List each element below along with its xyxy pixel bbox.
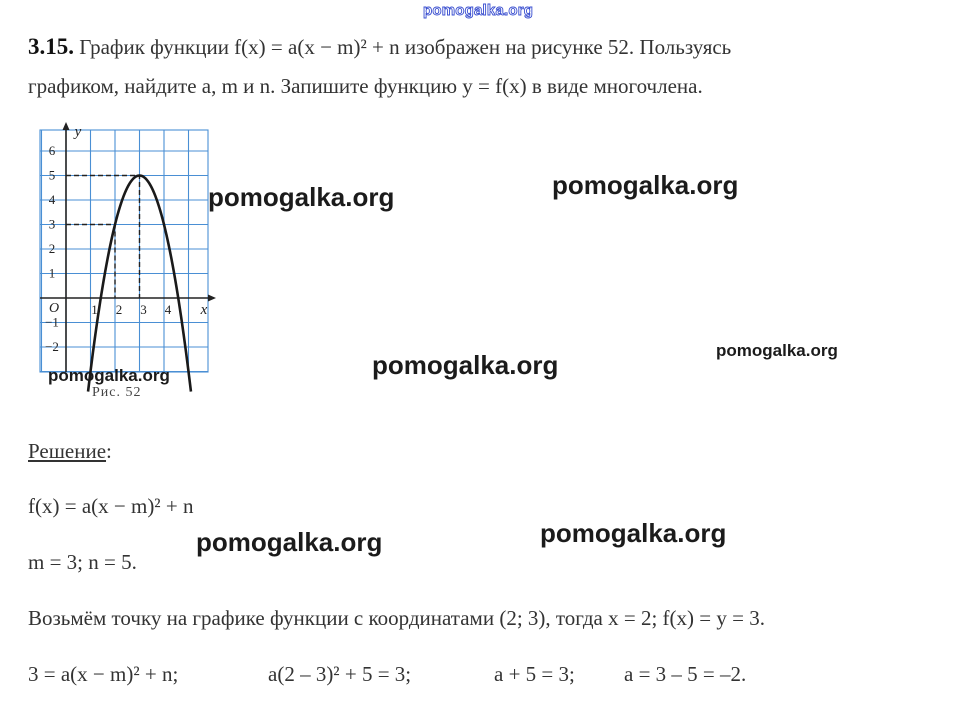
watermark: pomogalka.org	[196, 527, 383, 557]
solution-eq-1: 3 = a(x − m)² + n;	[28, 662, 179, 686]
watermark: pomogalka.org	[540, 518, 727, 548]
y-tick-label: 6	[48, 143, 56, 158]
x-axis-arrow	[208, 295, 216, 302]
solution-values: m = 3; n = 5.	[28, 550, 137, 574]
x-tick-label: 4	[164, 302, 172, 317]
x-tick-label: 3	[140, 302, 147, 317]
problem-number: 3.15.	[28, 34, 74, 59]
y-tick-label: −1	[45, 314, 59, 330]
y-tick-label: −2	[45, 339, 59, 354]
watermark: pomogalka.org	[552, 170, 739, 200]
watermark-top: pomogalka.org	[423, 2, 534, 19]
y-tick-label: 4	[48, 192, 56, 207]
x-axis-label: x	[200, 302, 208, 318]
solution-eq-2: a(2 – 3)² + 5 = 3;	[268, 662, 412, 686]
figure-caption: Рис. 52	[92, 385, 142, 400]
y-tick-label: 3	[48, 216, 56, 232]
solution-point-text: Возьмём точку на графике функции с координатами (2; 3), тогда x = 2; f(x) = y = 3.	[28, 606, 765, 630]
problem-text-1: График функции f(x) = a(x − m)² + n изображен на рисунке 52. Пользуясь	[79, 35, 732, 59]
x-tick-label: 2	[115, 302, 123, 317]
parabola-graph	[28, 122, 218, 404]
problem-line-2: графиком, найдите a, m и n. Запишите функцию y = f(x) в виде многочлена.	[28, 74, 703, 98]
watermark: pomogalka.org	[208, 182, 395, 212]
axis-labels	[45, 124, 208, 354]
solution-heading-colon: :	[106, 439, 112, 463]
y-tick-label: 1	[48, 265, 56, 281]
watermark: pomogalka.org	[372, 350, 559, 380]
problem-line-1	[28, 34, 731, 60]
solution-formula: f(x) = a(x − m)² + n	[28, 494, 194, 518]
y-axis-label: y	[74, 124, 82, 140]
watermark: pomogalka.org	[716, 341, 838, 360]
solution-heading-line	[28, 439, 112, 464]
y-axis-arrow	[63, 122, 70, 130]
watermark: pomogalka.org	[48, 366, 170, 385]
y-tick-label: 2	[48, 241, 56, 256]
graph-axes	[40, 122, 216, 372]
y-tick-label: 5	[48, 167, 56, 183]
x-tick-label: 1	[91, 302, 98, 317]
solution-heading: Решение	[28, 439, 107, 463]
origin-label: O	[48, 301, 60, 316]
solution-eq-3: a + 5 = 3;	[494, 662, 575, 686]
solution-eq-4: a = 3 – 5 = –2.	[624, 662, 747, 686]
